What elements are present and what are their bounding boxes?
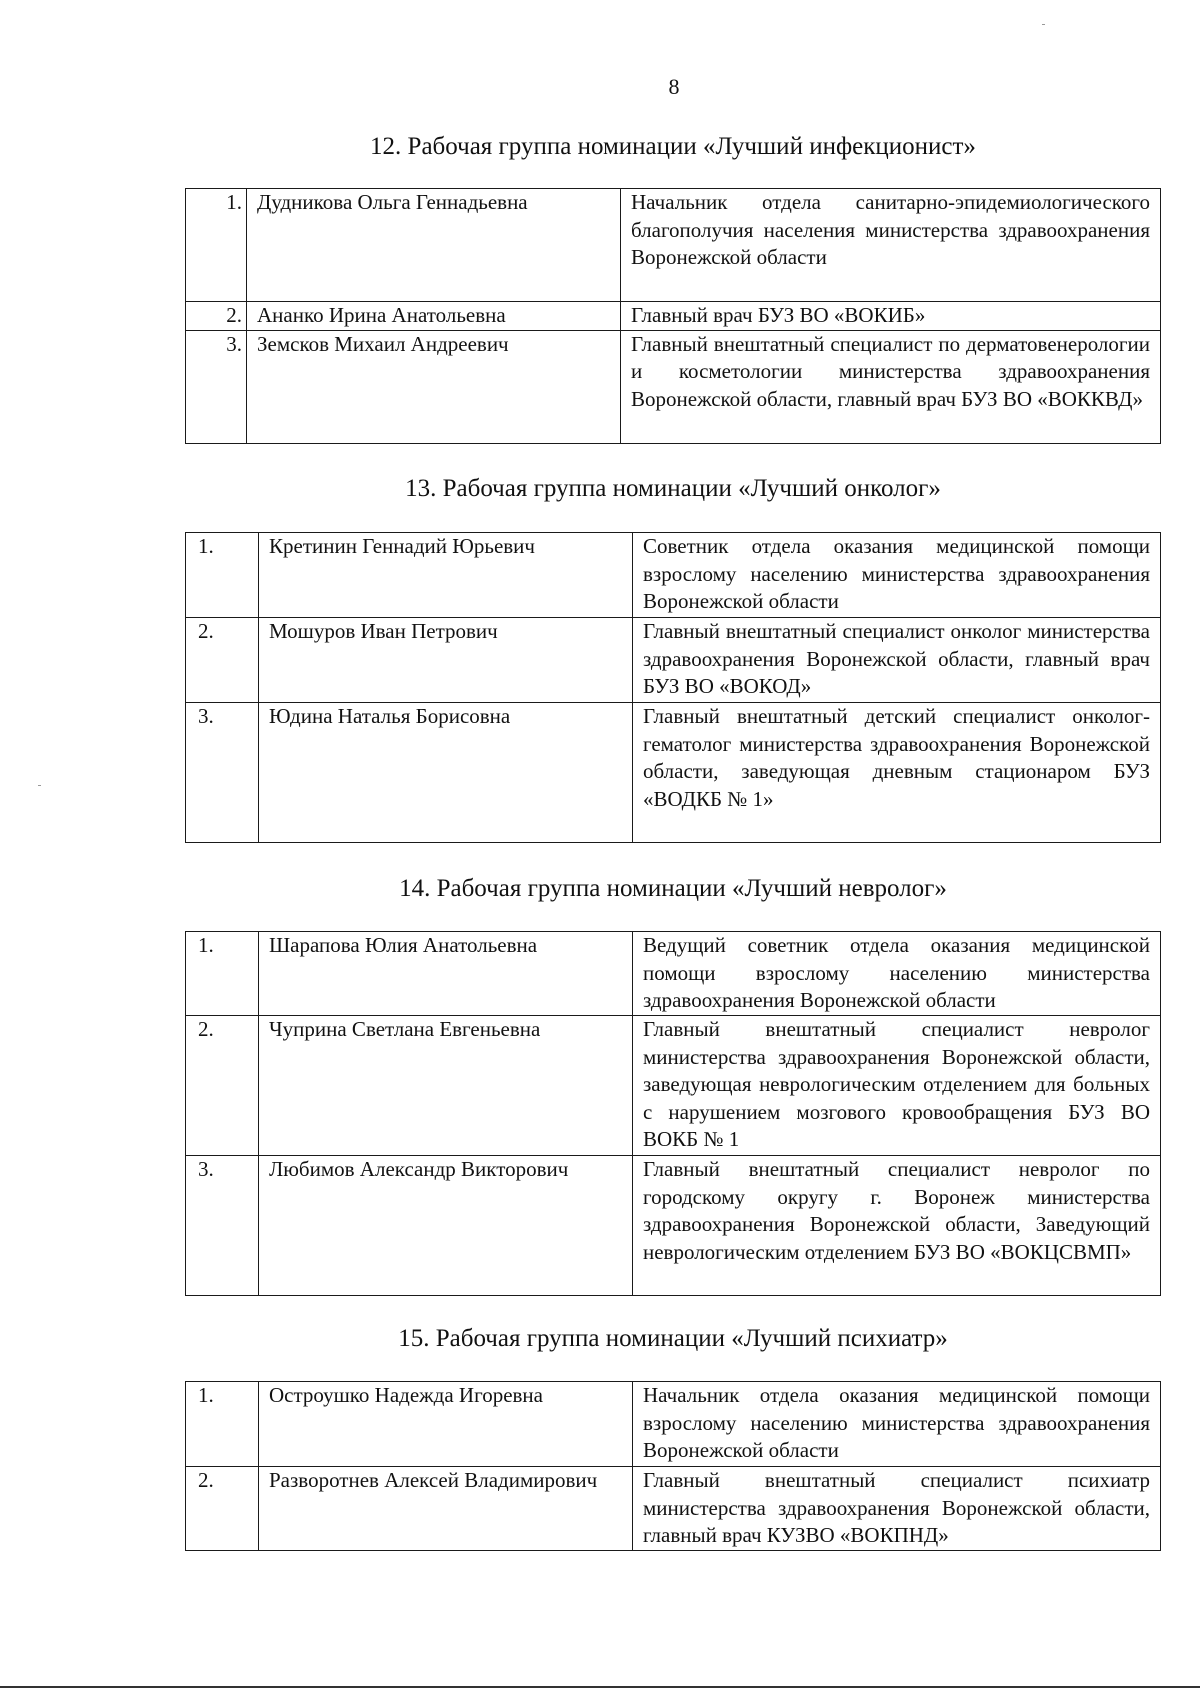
- table-row: [186, 533, 1161, 618]
- member-position: Главный внештатный специалист по дерматовенерологии и косметологии министерства здравоохранения Воронежской области, главный врач БУЗ ВО «ВОККВД»: [621, 330, 1161, 443]
- section-title-14: 14. Рабочая группа номинации «Лучший невролог»: [399, 875, 947, 902]
- member-name: Чуприна Светлана Евгеньевна: [259, 1016, 633, 1156]
- member-position: Главный внештатный специалист невролог по городскому округу г. Воронеж министерства здравоохранения Воронежской области, Заведующий неврологическим отделением БУЗ ВО «ВОКЦСВМП»: [633, 1156, 1161, 1296]
- table-row: [186, 932, 1161, 1016]
- table-row: [186, 189, 1161, 302]
- members-table-13: [185, 532, 1161, 843]
- table-row: [186, 1467, 1161, 1551]
- member-name: Мошуров Иван Петрович: [259, 618, 633, 703]
- member-position: Начальник отдела оказания медицинской помощи взрослому населению министерства здравоохранения Воронежской области: [633, 1382, 1161, 1467]
- member-position: Главный внештатный специалист психиатр министерства здравоохранения Воронежской области, главный врач КУЗВО «ВОКПНД»: [633, 1467, 1161, 1551]
- members-table-15: [185, 1381, 1161, 1551]
- row-number: 3.: [186, 703, 259, 843]
- scan-edge-line: [0, 1686, 1200, 1688]
- member-name: Земсков Михаил Андреевич: [247, 330, 621, 443]
- table-row: [186, 703, 1161, 843]
- member-name: Ананко Ирина Анатольевна: [247, 302, 621, 331]
- table-row: [186, 1382, 1161, 1467]
- row-number: 2.: [186, 1467, 259, 1551]
- row-number: 1.: [186, 533, 259, 618]
- member-name: Любимов Александр Викторович: [259, 1156, 633, 1296]
- row-number: 3.: [186, 1156, 259, 1296]
- row-number: 2.: [186, 618, 259, 703]
- row-number: 2.: [186, 302, 247, 331]
- member-position: Главный внештатный специалист онколог министерства здравоохранения Воронежской области, главный врач БУЗ ВО «ВОКОД»: [633, 618, 1161, 703]
- members-table-14: [185, 931, 1161, 1296]
- member-name: Кретинин Геннадий Юрьевич: [259, 533, 633, 618]
- member-position: Главный внештатный специалист невролог министерства здравоохранения Воронежской области, заведующая неврологическим отделением для больных с нарушением мозгового кровообращения БУЗ ВО ВОКБ № 1: [633, 1016, 1161, 1156]
- table-row: [186, 330, 1161, 443]
- member-position: Главный врач БУЗ ВО «ВОКИБ»: [621, 302, 1161, 331]
- table-row: [186, 1156, 1161, 1296]
- row-number: 1.: [186, 1382, 259, 1467]
- scan-speck: [38, 785, 41, 786]
- members-table-12: [185, 188, 1161, 444]
- scan-speck: [1042, 24, 1045, 25]
- member-name: Разворотнев Алексей Владимирович: [259, 1467, 633, 1551]
- section-title-12: 12. Рабочая группа номинации «Лучший инфекционист»: [370, 133, 976, 160]
- row-number: 2.: [186, 1016, 259, 1156]
- page-number: 8: [668, 74, 680, 99]
- member-name: Остроушко Надежда Игоревна: [259, 1382, 633, 1467]
- row-number: 3.: [186, 330, 247, 443]
- row-number: 1.: [186, 189, 247, 302]
- member-position: Советник отдела оказания медицинской помощи взрослому населению министерства здравоохранения Воронежской области: [633, 533, 1161, 618]
- table-row: [186, 302, 1161, 331]
- member-name: Юдина Наталья Борисовна: [259, 703, 633, 843]
- row-number: 1.: [186, 932, 259, 1016]
- member-name: Шарапова Юлия Анатольевна: [259, 932, 633, 1016]
- section-title-13: 13. Рабочая группа номинации «Лучший онколог»: [405, 475, 941, 502]
- table-row: [186, 618, 1161, 703]
- member-position: Начальник отдела санитарно-эпидемиологического благополучия населения министерства здравоохранения Воронежской области: [621, 189, 1161, 302]
- member-position: Ведущий советник отдела оказания медицинской помощи взрослому населению министерства здравоохранения Воронежской области: [633, 932, 1161, 1016]
- member-name: Дудникова Ольга Геннадьевна: [247, 189, 621, 302]
- member-position: Главный внештатный детский специалист онколог-гематолог министерства здравоохранения Воронежской области, заведующая дневным стационаром БУЗ «ВОДКБ № 1»: [633, 703, 1161, 843]
- section-title-15: 15. Рабочая группа номинации «Лучший психиатр»: [398, 1325, 948, 1352]
- table-row: [186, 1016, 1161, 1156]
